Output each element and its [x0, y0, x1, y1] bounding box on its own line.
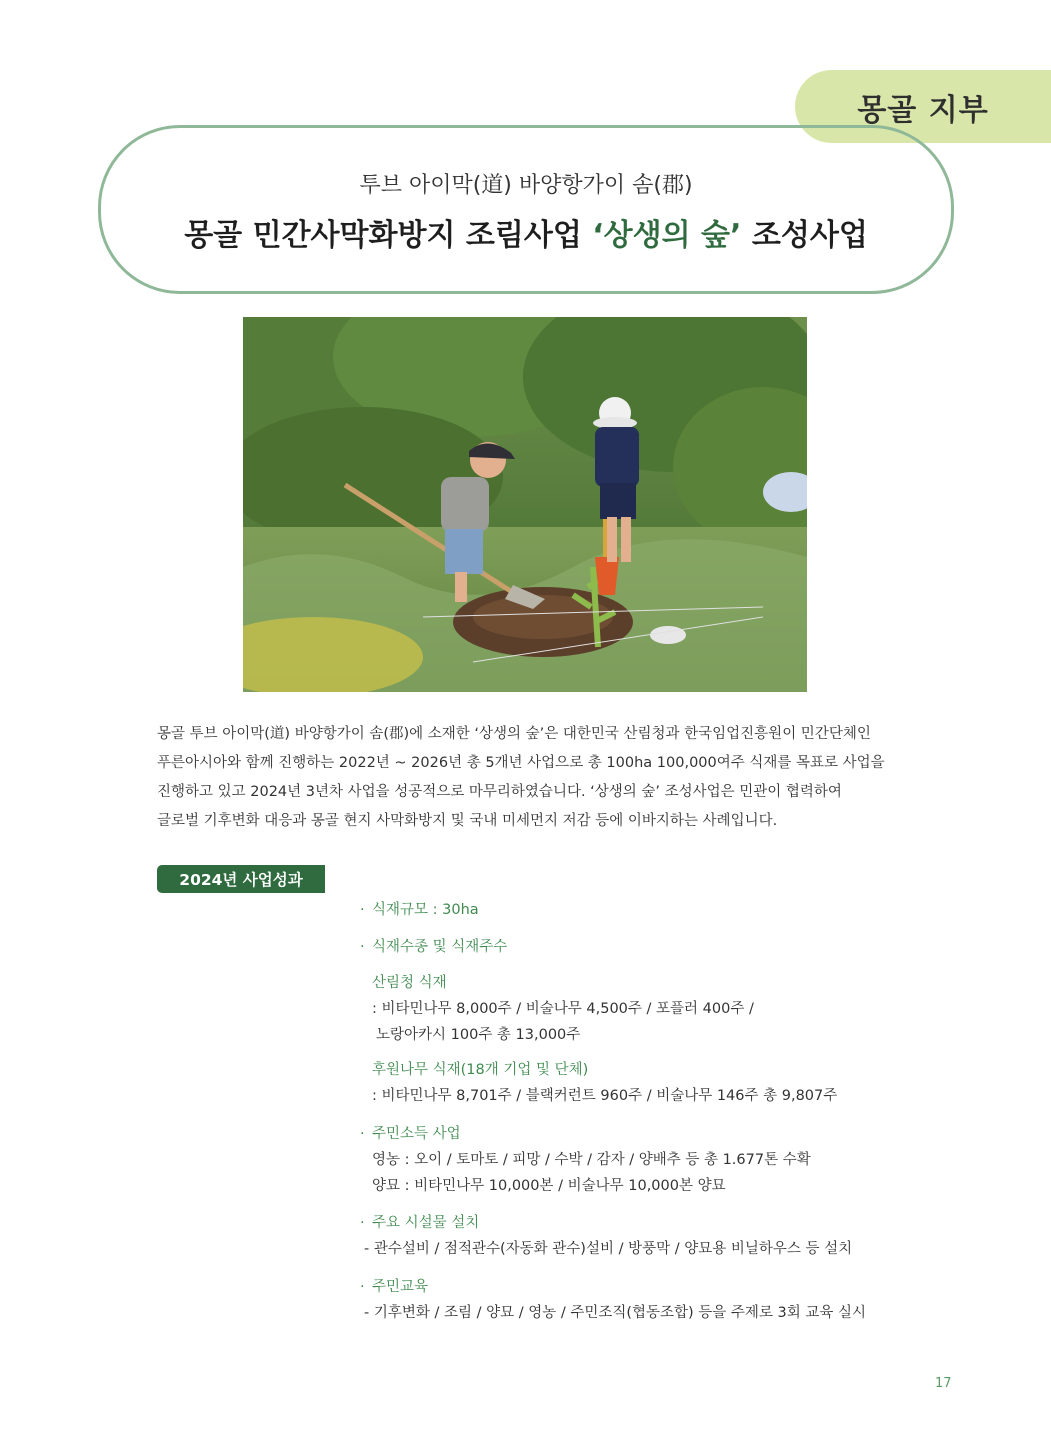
- results-badge-label: 2024년 사업성과: [179, 871, 303, 889]
- sponsor-heading: 후원나무 식재(18개 기업 및 단체): [372, 1062, 589, 1078]
- income-heading: 주민소득 사업: [372, 1126, 461, 1142]
- intro-line: 몽골 투브 아이막(道) 바양항가이 솜(郡)에 소재한 ‘상생의 숲’은 대한민국 산림청과 한국임업진흥원이 민간단체인: [157, 726, 871, 742]
- title-part1: 몽골 민간사막화방지 조림사업: [184, 218, 593, 253]
- nursery-line: 양묘 : 비타민나무 10,000본 / 비술나무 10,000본 양묘: [372, 1178, 726, 1194]
- bullet-mark: ·: [360, 1126, 365, 1142]
- page-title: [98, 210, 954, 254]
- photo-illustration: [243, 317, 807, 692]
- bullet-mark: ·: [360, 902, 365, 918]
- facility-line: - 관수설비 / 점적관수(자동화 관수)설비 / 방풍막 / 양묘용 비닐하우스 등 설치: [364, 1241, 853, 1257]
- forest-service-heading: 산림청 식재: [372, 975, 447, 991]
- bullet-mark: ·: [360, 939, 365, 955]
- tree-planting-photo: [243, 317, 807, 692]
- forest-service-line: 노랑아카시 100주 총 13,000주: [376, 1027, 581, 1043]
- title-part2: 조성사업: [741, 218, 868, 253]
- education-heading: 주민교육: [372, 1279, 429, 1295]
- facility-heading: 주요 시설물 설치: [372, 1215, 480, 1231]
- intro-line: 진행하고 있고 2024년 3년차 사업을 성공적으로 마무리하였습니다. ‘상생의 숲’ 조성사업은 민관이 협력하여: [157, 784, 842, 800]
- intro-line: 글로벌 기후변화 대응과 몽골 현지 사막화방지 및 국내 미세먼지 저감 등에 이바지하는 사례입니다.: [157, 813, 778, 829]
- intro-paragraph: [157, 720, 897, 836]
- branch-label: 몽골 지부: [857, 92, 989, 128]
- farming-line: 영농 : 오이 / 토마토 / 피망 / 수박 / 감자 / 양배추 등 총 1.677톤 수확: [372, 1152, 811, 1168]
- results-badge: [157, 865, 325, 893]
- result-item-species: [360, 935, 507, 956]
- bullet-mark: ·: [360, 1279, 365, 1295]
- result-item-scale: [360, 898, 479, 919]
- bullet-mark: ·: [360, 1215, 365, 1231]
- species-heading: 식재수종 및 식재주수: [372, 939, 508, 955]
- page-number: 17: [935, 1376, 952, 1391]
- forest-service-line: : 비타민나무 8,000주 / 비술나무 4,500주 / 포플러 400주 /: [372, 1001, 754, 1017]
- education-line: - 기후변화 / 조림 / 양묘 / 영농 / 주민조직(협동조합) 등을 주제로 3회 교육 실시: [364, 1305, 867, 1321]
- result-item-education: [360, 1275, 428, 1296]
- intro-line: 푸른아시아와 함께 진행하는 2022년 ~ 2026년 총 5개년 사업으로 총 100ha 100,000여주 식재를 목표로 사업을: [157, 755, 885, 771]
- result-item-facility: [360, 1211, 479, 1232]
- scale-text: 식재규모 : 30ha: [372, 902, 479, 918]
- page-subtitle: 투브 아이막(道) 바양항가이 솜(郡): [359, 173, 693, 198]
- sponsor-line: : 비타민나무 8,701주 / 블랙커런트 960주 / 비술나무 146주 총 9,807주: [372, 1088, 838, 1104]
- result-item-income: [360, 1122, 461, 1143]
- title-highlight: ‘상생의 숲’: [592, 218, 742, 253]
